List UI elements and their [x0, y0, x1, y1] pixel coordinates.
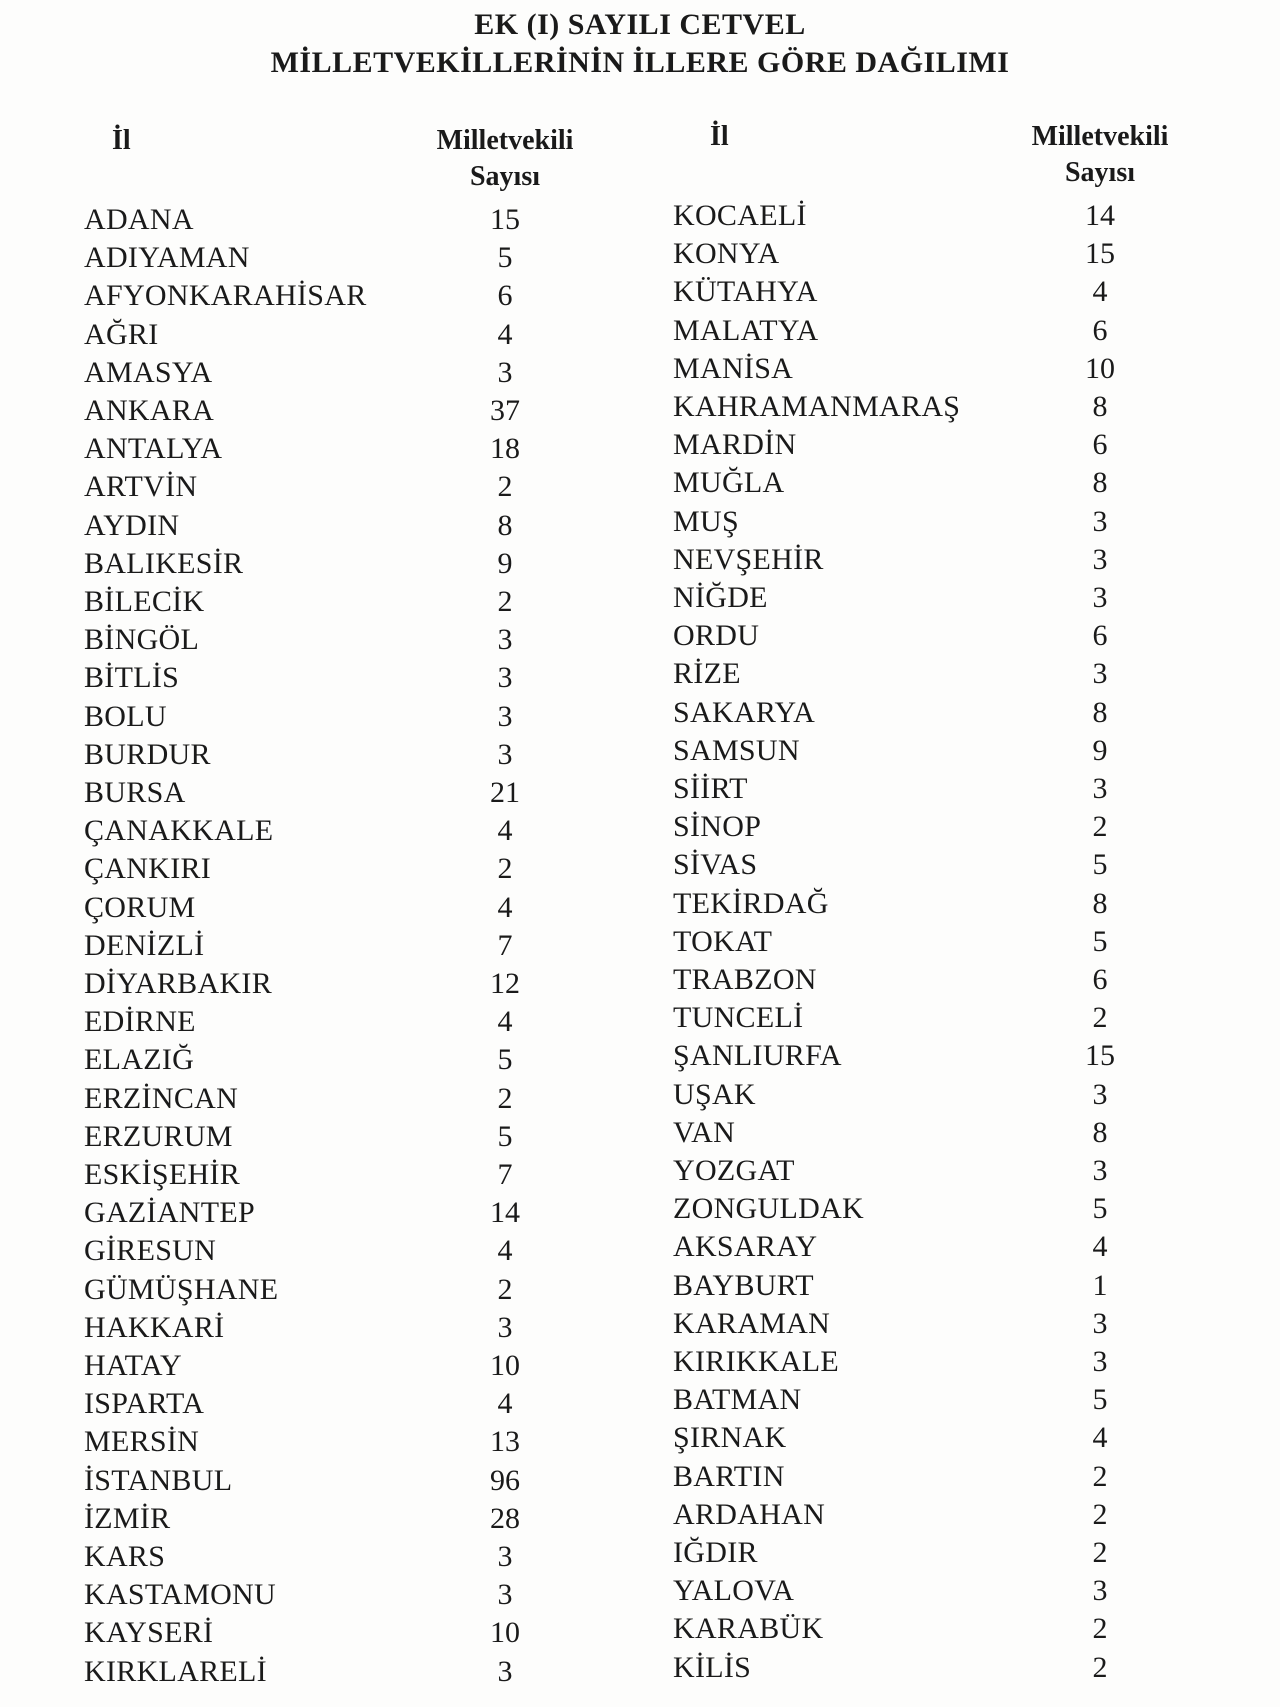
table-row — [673, 846, 1150, 884]
mp-count: 5 — [1092, 848, 1108, 882]
mp-count: 10 — [1085, 351, 1115, 385]
table-row — [673, 923, 1150, 961]
table-row — [673, 732, 1150, 770]
province-name: MERSİN — [84, 1425, 200, 1459]
left-il-header: İl — [112, 125, 131, 156]
mp-count: 15 — [490, 203, 520, 236]
mp-count: 14 — [490, 1196, 520, 1230]
mp-count: 15 — [1085, 1039, 1115, 1073]
mp-count: 2 — [497, 852, 513, 886]
table-row — [84, 1576, 555, 1614]
mp-count: 2 — [1092, 1612, 1108, 1646]
province-name: GÜMÜŞHANE — [84, 1272, 279, 1306]
province-name: MUŞ — [673, 504, 739, 538]
table-row — [673, 1152, 1150, 1190]
province-name: KARAMAN — [673, 1306, 831, 1340]
province-name: KAHRAMANMARAŞ — [673, 390, 961, 423]
mp-count: 8 — [497, 508, 513, 542]
document-subtitle: MİLLETVEKİLLERİNİN İLLERE GÖRE DAĞILIMI — [270, 46, 1010, 79]
mp-count: 3 — [1092, 657, 1108, 691]
mp-count: 4 — [497, 814, 513, 848]
province-name: NEVŞEHİR — [673, 542, 824, 576]
table-row — [673, 770, 1150, 808]
mp-count: 3 — [1092, 504, 1108, 538]
table-row — [673, 1228, 1150, 1266]
mp-count: 3 — [497, 623, 513, 657]
mp-count: 9 — [1092, 733, 1108, 767]
left-count-header-line2: Sayısı — [469, 161, 541, 192]
table-row — [673, 235, 1150, 273]
table-row — [84, 430, 555, 468]
province-name: DENİZLİ — [84, 928, 205, 962]
mp-count: 3 — [1092, 772, 1108, 805]
province-name: TUNCELİ — [673, 1001, 804, 1035]
province-name: YOZGAT — [673, 1154, 795, 1187]
table-row — [673, 694, 1150, 732]
province-name: ISPARTA — [84, 1387, 205, 1421]
mp-count: 4 — [497, 1005, 513, 1039]
mp-count: 2 — [1092, 1459, 1108, 1493]
table-row — [84, 965, 555, 1003]
mp-count: 8 — [1092, 695, 1108, 729]
table-row — [84, 1653, 555, 1691]
province-name: MALATYA — [673, 313, 819, 347]
table-row — [673, 1267, 1150, 1305]
table-row — [673, 350, 1150, 388]
province-name: EDİRNE — [84, 1005, 196, 1039]
table-row — [84, 889, 555, 927]
table-row — [84, 316, 555, 354]
mp-count: 14 — [1085, 199, 1115, 232]
mp-count: 7 — [497, 928, 513, 962]
table-row — [84, 277, 555, 315]
mp-count: 96 — [490, 1463, 520, 1497]
mp-count: 2 — [497, 1272, 513, 1306]
province-name: IĞDIR — [673, 1536, 758, 1569]
document-title: EK (I) SAYILI CETVEL — [474, 8, 806, 41]
province-name: BİNGÖL — [84, 623, 200, 657]
province-name: RİZE — [673, 657, 741, 691]
province-name: ŞIRNAK — [673, 1421, 787, 1455]
mp-count: 3 — [1092, 1077, 1108, 1111]
mp-count: 2 — [497, 470, 513, 504]
mp-count: 10 — [490, 1616, 520, 1650]
mp-count: 3 — [497, 737, 513, 771]
table-row — [84, 1462, 555, 1500]
table-row — [673, 541, 1150, 579]
province-name: ARDAHAN — [673, 1497, 826, 1531]
table-row — [673, 999, 1150, 1037]
table-row — [84, 1538, 555, 1576]
table-row — [84, 621, 555, 659]
mp-count: 2 — [1092, 1536, 1108, 1569]
province-name: TEKİRDAĞ — [673, 886, 829, 920]
mp-count: 6 — [497, 279, 513, 313]
table-row — [673, 312, 1150, 350]
mp-count: 3 — [497, 1578, 513, 1612]
table-row — [673, 1076, 1150, 1114]
table-row — [84, 850, 555, 888]
table-row — [673, 655, 1150, 693]
table-row — [673, 1534, 1150, 1572]
province-name: ÇANKIRI — [84, 852, 212, 886]
province-name: AYDIN — [84, 508, 180, 542]
province-name: ERZİNCAN — [84, 1081, 239, 1115]
table-row — [673, 1649, 1150, 1687]
table-row — [673, 197, 1150, 235]
province-name: İSTANBUL — [84, 1463, 233, 1497]
table-row — [673, 808, 1150, 846]
province-name: KAYSERİ — [84, 1616, 214, 1650]
table-row — [673, 617, 1150, 655]
province-name: İZMİR — [84, 1501, 171, 1535]
mp-count: 13 — [490, 1425, 520, 1459]
province-name: KARS — [84, 1540, 166, 1573]
mp-count: 5 — [1092, 1192, 1108, 1226]
table-row — [673, 1037, 1150, 1075]
mp-count: 3 — [497, 1540, 513, 1573]
mp-count: 2 — [497, 1081, 513, 1115]
province-name: SAMSUN — [673, 733, 800, 767]
province-name: ANKARA — [84, 394, 215, 427]
province-name: KIRIKKALE — [673, 1345, 840, 1378]
mp-count: 8 — [1092, 1115, 1108, 1149]
left-count-header-line1: Milletvekili — [436, 125, 574, 156]
province-name: KASTAMONU — [84, 1578, 276, 1612]
province-name: TRABZON — [673, 963, 817, 996]
table-row — [673, 503, 1150, 541]
province-name: BARTIN — [673, 1459, 785, 1493]
province-name: BİLECİK — [84, 585, 205, 618]
province-name: MUĞLA — [673, 466, 785, 500]
table-row — [673, 579, 1150, 617]
mp-count: 5 — [1092, 924, 1108, 958]
table-row — [84, 239, 555, 277]
mp-count: 15 — [1085, 237, 1115, 271]
table-row — [84, 736, 555, 774]
mp-count: 5 — [497, 241, 513, 275]
table-row — [84, 392, 555, 430]
province-name: AMASYA — [84, 355, 213, 389]
mp-count: 2 — [1092, 1497, 1108, 1531]
mp-count: 37 — [490, 394, 520, 427]
mp-count: 3 — [1092, 581, 1108, 614]
province-name: SİVAS — [673, 848, 758, 882]
table-row — [673, 1496, 1150, 1534]
province-name: ADIYAMAN — [84, 241, 250, 275]
province-name: TOKAT — [673, 924, 773, 958]
mp-count: 8 — [1092, 390, 1108, 423]
mp-count: 8 — [1092, 886, 1108, 920]
mp-count: 3 — [497, 1310, 513, 1344]
province-name: VAN — [673, 1115, 736, 1149]
mp-count: 28 — [490, 1501, 520, 1535]
province-name: BALIKESİR — [84, 546, 244, 580]
table-row — [84, 659, 555, 697]
table-row — [84, 1232, 555, 1270]
province-name: KOCAELİ — [673, 199, 807, 232]
province-name: ERZURUM — [84, 1119, 233, 1153]
province-name: KİLİS — [673, 1650, 752, 1684]
mp-count: 5 — [497, 1119, 513, 1153]
mp-count: 3 — [1092, 1345, 1108, 1378]
province-name: GİRESUN — [84, 1234, 217, 1268]
mp-count: 18 — [490, 432, 520, 466]
mp-count: 4 — [497, 890, 513, 924]
province-name: KIRKLARELİ — [84, 1654, 267, 1688]
province-name: SİNOP — [673, 810, 762, 844]
mp-count: 3 — [497, 355, 513, 389]
province-name: SAKARYA — [673, 695, 816, 729]
province-name: MANİSA — [673, 351, 794, 385]
table-row — [673, 1610, 1150, 1648]
table-row — [84, 507, 555, 545]
mp-count: 4 — [497, 317, 513, 351]
mp-count: 10 — [490, 1349, 520, 1382]
province-name: UŞAK — [673, 1077, 756, 1111]
province-name: SİİRT — [673, 772, 748, 805]
table-row — [84, 1500, 555, 1538]
right-count-header-line2: Sayısı — [1064, 157, 1136, 188]
mp-count: 3 — [1092, 1154, 1108, 1187]
mp-count: 6 — [1092, 313, 1108, 347]
table-row — [673, 885, 1150, 923]
province-name: DİYARBAKIR — [84, 967, 273, 1000]
table-row — [84, 1309, 555, 1347]
province-name: KONYA — [673, 237, 780, 271]
province-name: GAZİANTEP — [84, 1196, 256, 1230]
table-row — [84, 1347, 555, 1385]
table-row — [673, 1114, 1150, 1152]
table-row — [84, 812, 555, 850]
mp-count: 4 — [497, 1387, 513, 1421]
table-row — [673, 388, 1150, 426]
province-name: BİTLİS — [84, 661, 180, 695]
table-row — [84, 583, 555, 621]
mp-count: 2 — [497, 585, 513, 618]
province-name: BATMAN — [673, 1383, 802, 1417]
mp-count: 3 — [1092, 542, 1108, 576]
mp-count: 2 — [1092, 810, 1108, 844]
table-row — [673, 1305, 1150, 1343]
mp-count: 2 — [1092, 1650, 1108, 1684]
province-name: KARABÜK — [673, 1612, 824, 1646]
table-row — [84, 1041, 555, 1079]
table-row — [673, 1572, 1150, 1610]
table-row — [84, 927, 555, 965]
province-name: AĞRI — [84, 317, 159, 351]
province-name: BURDUR — [84, 737, 211, 771]
table-row — [673, 1190, 1150, 1228]
mp-count: 3 — [1092, 1574, 1108, 1608]
table-row — [673, 273, 1150, 311]
province-name: ELAZIĞ — [84, 1043, 195, 1077]
mp-count: 3 — [497, 699, 513, 733]
mp-count: 4 — [1092, 1421, 1108, 1455]
table-row — [673, 961, 1150, 999]
table-row — [673, 1343, 1150, 1381]
province-name: HAKKARİ — [84, 1310, 225, 1344]
mp-count: 3 — [497, 1654, 513, 1688]
table-row — [84, 354, 555, 392]
table-row — [84, 1003, 555, 1041]
table-row — [84, 698, 555, 736]
mp-count: 5 — [1092, 1383, 1108, 1417]
province-name: ÇORUM — [84, 890, 196, 924]
mp-count: 1 — [1092, 1268, 1108, 1302]
mp-count: 2 — [1092, 1001, 1108, 1035]
table-row — [84, 1156, 555, 1194]
table-row — [673, 464, 1150, 502]
mp-count: 8 — [1092, 466, 1108, 500]
province-name: AFYONKARAHİSAR — [84, 279, 367, 313]
mp-count: 12 — [490, 967, 520, 1000]
table-row — [84, 1614, 555, 1652]
mp-count: 3 — [497, 661, 513, 695]
right-count-header-line1: Milletvekili — [1031, 121, 1169, 152]
table-row — [84, 1423, 555, 1461]
table-row — [673, 1458, 1150, 1496]
table-row — [673, 1381, 1150, 1419]
province-name: ORDU — [673, 619, 760, 653]
mp-count: 7 — [497, 1158, 513, 1191]
table-row — [84, 774, 555, 812]
province-name: ÇANAKKALE — [84, 814, 274, 848]
province-name: ZONGULDAK — [673, 1192, 865, 1226]
mp-count: 4 — [497, 1234, 513, 1268]
mp-count: 21 — [490, 776, 520, 809]
province-name: BOLU — [84, 699, 167, 733]
province-name: ADANA — [84, 203, 194, 236]
table-row — [84, 545, 555, 583]
mp-count: 4 — [1092, 275, 1108, 309]
table-row — [84, 1194, 555, 1232]
mp-count: 6 — [1092, 619, 1108, 653]
mp-count: 4 — [1092, 1230, 1108, 1264]
right-il-header: İl — [710, 121, 729, 152]
province-name: BURSA — [84, 776, 186, 809]
province-name: ŞANLIURFA — [673, 1039, 842, 1073]
mp-count: 6 — [1092, 428, 1108, 462]
province-name: KÜTAHYA — [673, 275, 818, 309]
table-row — [84, 1385, 555, 1423]
mp-count: 3 — [1092, 1306, 1108, 1340]
province-name: YALOVA — [673, 1574, 795, 1608]
mp-count: 5 — [497, 1043, 513, 1077]
table-row — [84, 1271, 555, 1309]
province-name: ANTALYA — [84, 432, 223, 466]
table-row — [84, 1118, 555, 1156]
table-row — [84, 468, 555, 506]
province-name: MARDİN — [673, 428, 797, 462]
province-name: ARTVİN — [84, 470, 198, 504]
mp-count: 6 — [1092, 963, 1108, 996]
province-name: NİĞDE — [673, 581, 768, 614]
province-name: BAYBURT — [673, 1268, 814, 1302]
province-name: ESKİŞEHİR — [84, 1158, 241, 1191]
mp-count: 9 — [497, 546, 513, 580]
province-name: HATAY — [84, 1349, 183, 1382]
table-row — [673, 1419, 1150, 1457]
table-row — [84, 1080, 555, 1118]
table-row — [673, 426, 1150, 464]
province-name: AKSARAY — [673, 1230, 818, 1264]
table-row — [84, 201, 555, 239]
